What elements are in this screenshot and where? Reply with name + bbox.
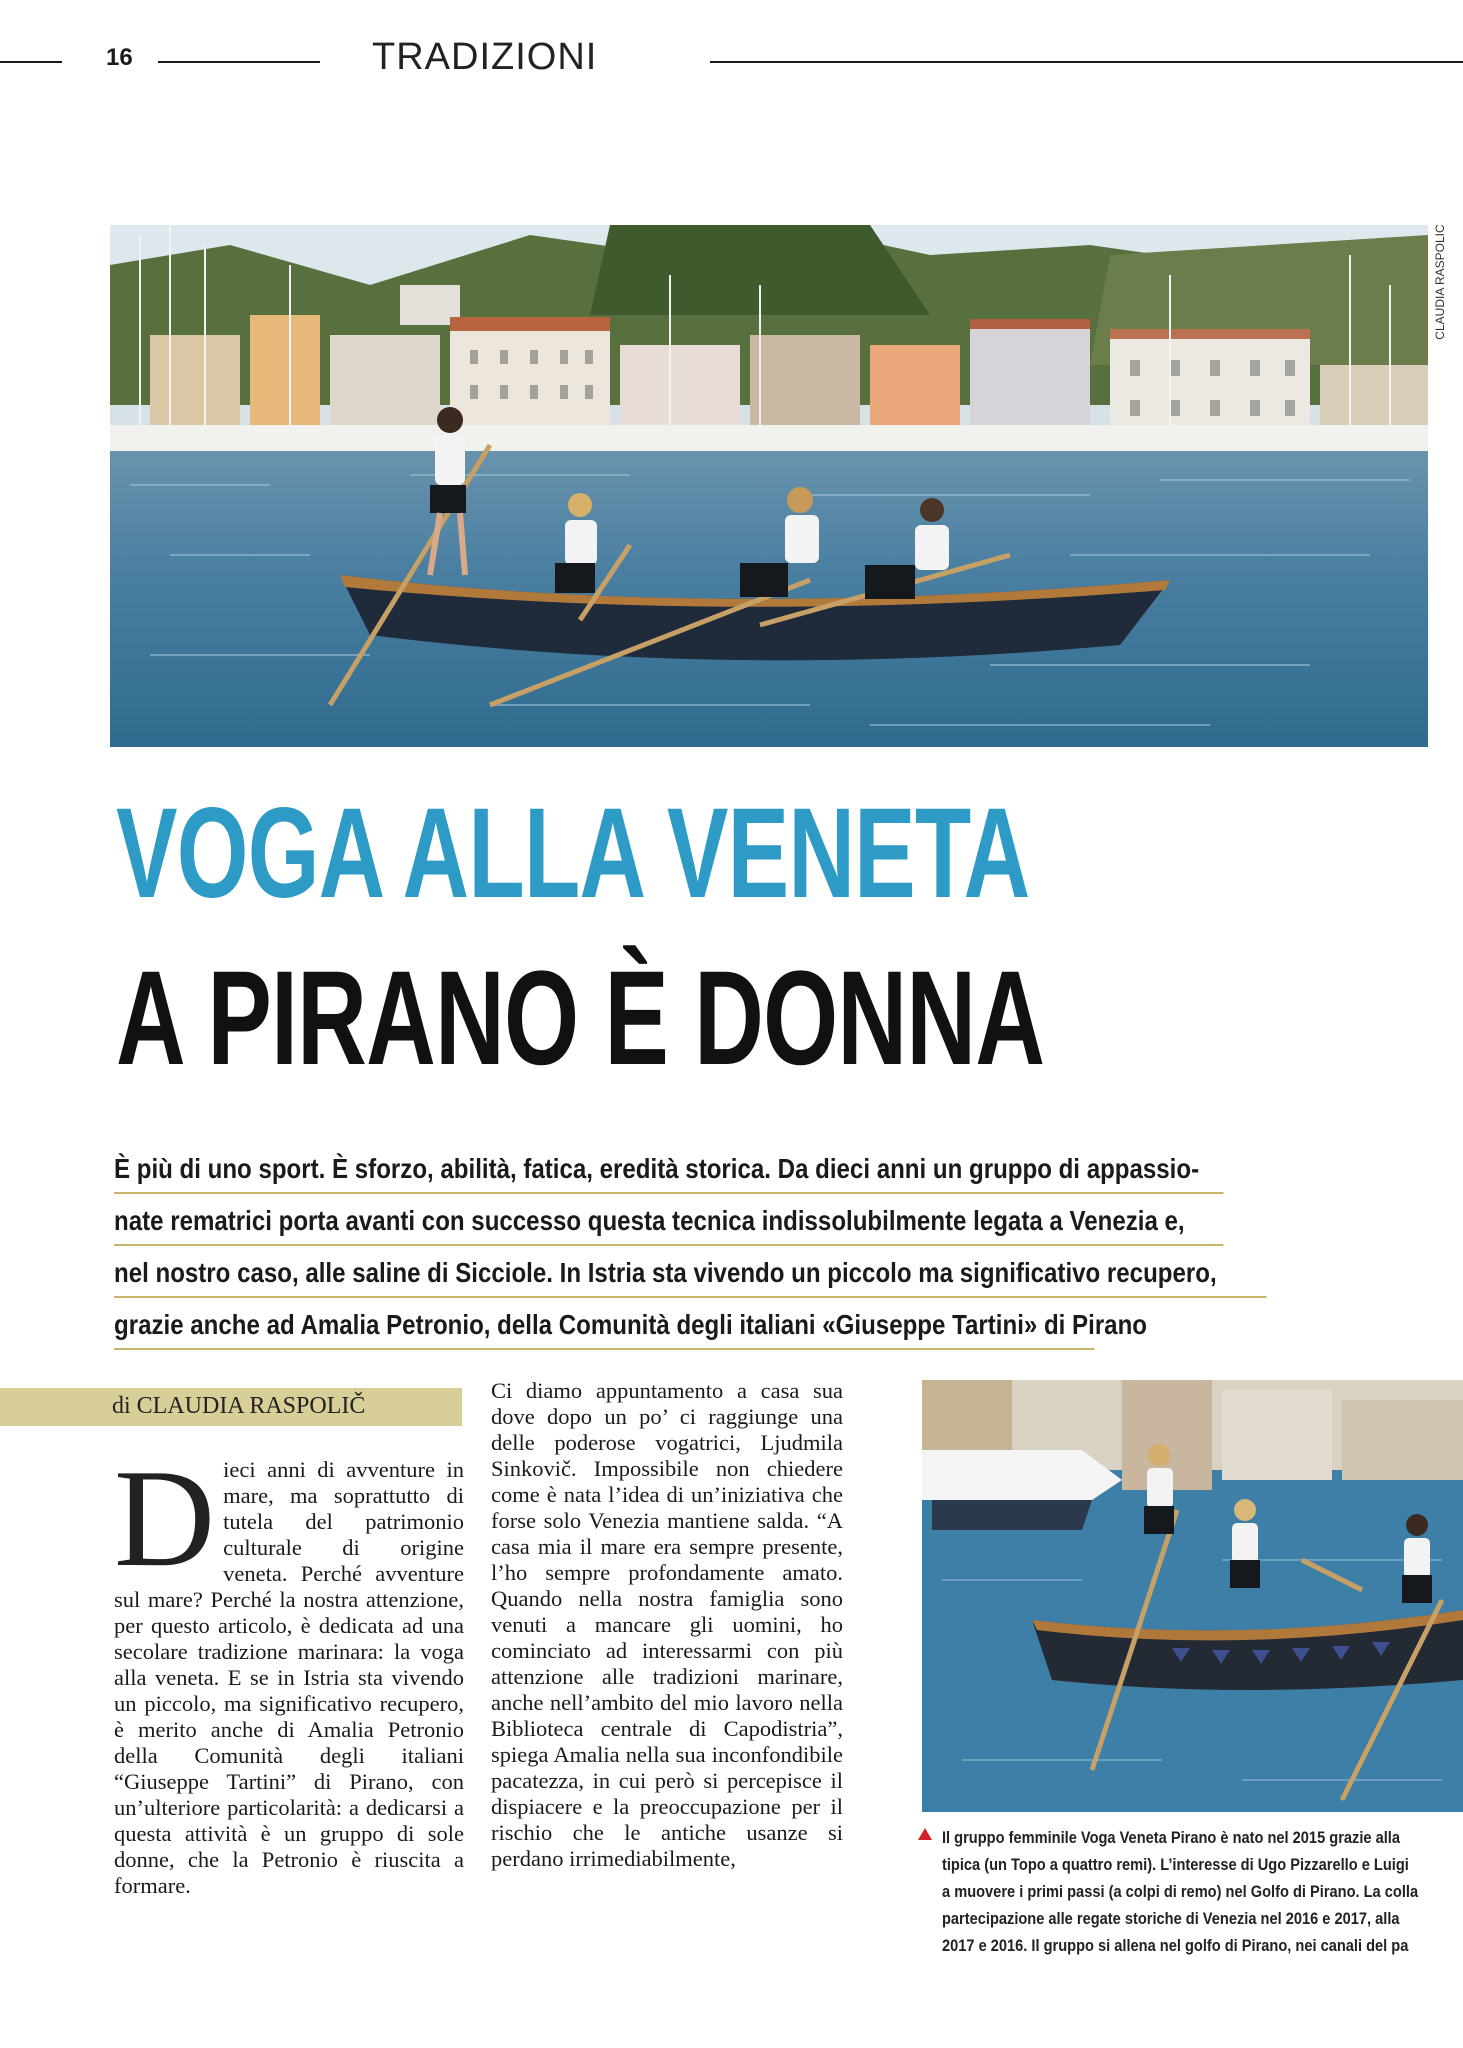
main-photo bbox=[110, 225, 1428, 747]
section-title: TRADIZIONI bbox=[372, 36, 598, 78]
lead-paragraph bbox=[114, 1148, 1324, 1356]
caption-marker-icon bbox=[918, 1828, 932, 1840]
lead-line: nel nostro caso, alle saline di Sicciole. In Istria sta vivendo un piccolo ma significativo recupero, bbox=[114, 1252, 1155, 1304]
lead-line: nate rematrici porta avanti con successo questa tecnica indissolubilmente legata a Venezia e, bbox=[114, 1200, 1155, 1252]
caption-line: partecipazione alle regate storiche di Venezia nel 2016 e 2017, alla bbox=[942, 1909, 1400, 1928]
byline: di CLAUDIA RASPOLIČ bbox=[112, 1393, 366, 1419]
headline-line-1: VOGA ALLA VENETA bbox=[116, 782, 1030, 925]
column-1-text: ieci anni di avventure in mare, ma soprattutto di tutela del patrimonio culturale di origine veneta. Perché avventure sul mare? Perché la nostra attenzione, per questo articolo, è dedicata ad una secolare tradizione marinara: la voga alla veneta. E se in Istria sta vivendo un piccolo, ma significativo recupero, è merito anche di Amalia Petronio della Comunità degli italiani “Giuseppe Tartini” di Pirano, con un’ulteriore particolarità: a dedicarsi a questa attività è un gruppo di sole donne, che la Petronio è riuscita a formare. bbox=[114, 1457, 464, 1898]
photo-credit: CLAUDIA RASPOLIC bbox=[1433, 224, 1447, 340]
caption-line: a muovere i primi passi (a colpi di remo) nel Golfo di Pirano. La colla bbox=[942, 1882, 1419, 1901]
article-column-1 bbox=[114, 1441, 464, 1899]
photo-caption bbox=[942, 1824, 1463, 1959]
header-rule-mid bbox=[158, 61, 320, 63]
caption-line: Il gruppo femminile Voga Veneta Pirano è nato nel 2015 grazie alla bbox=[942, 1828, 1400, 1847]
header-rule-left bbox=[0, 61, 62, 63]
lead-line: È più di uno sport. È sforzo, abilità, fatica, eredità storica. Da dieci anni un gruppo di appassio- bbox=[114, 1148, 1155, 1200]
secondary-photo bbox=[922, 1380, 1463, 1812]
article-column-2 bbox=[491, 1378, 843, 1872]
caption-line: 2017 e 2016. Il gruppo si allena nel golfo di Pirano, nei canali del pa bbox=[942, 1936, 1409, 1955]
page-number: 16 bbox=[106, 44, 133, 71]
lead-line: grazie anche ad Amalia Petronio, della Comunità degli italiani «Giuseppe Tartini» di Pirano bbox=[114, 1304, 1155, 1356]
headline-line-2: A PIRANO È DONNA bbox=[116, 944, 1045, 1093]
column-2-text: Ci diamo appuntamento a casa sua dove dopo un po’ ci raggiunge una delle poderose vogatrici, Ljudmila Sinkovič. Impossibile non chiedere come è nata l’idea di un’iniziativa che forse solo Venezia mantiene salda. “A casa mia il mare era sempre presente, l’ho sempre profondamente amato. Quando nella nostra famiglia sono venuti a mancare gli uomini, ho cominciato ad interessarmi con più attenzione alle tradizioni marinare, anche nell’ambito del mio lavoro nella Biblioteca centrale di Capodistria”, spiega Amalia nella sua inconfondibile pacatezza, in cui però si percepisce il dispiacere e la preoccupazione per il rischio che le antiche usanze si perdano irrimediabilmente, bbox=[491, 1378, 843, 1871]
header-rule-right bbox=[710, 61, 1463, 63]
drop-cap: D bbox=[114, 1441, 216, 1596]
caption-line: tipica (un Topo a quattro remi). L’interesse di Ugo Pizzarello e Luigi bbox=[942, 1855, 1409, 1874]
